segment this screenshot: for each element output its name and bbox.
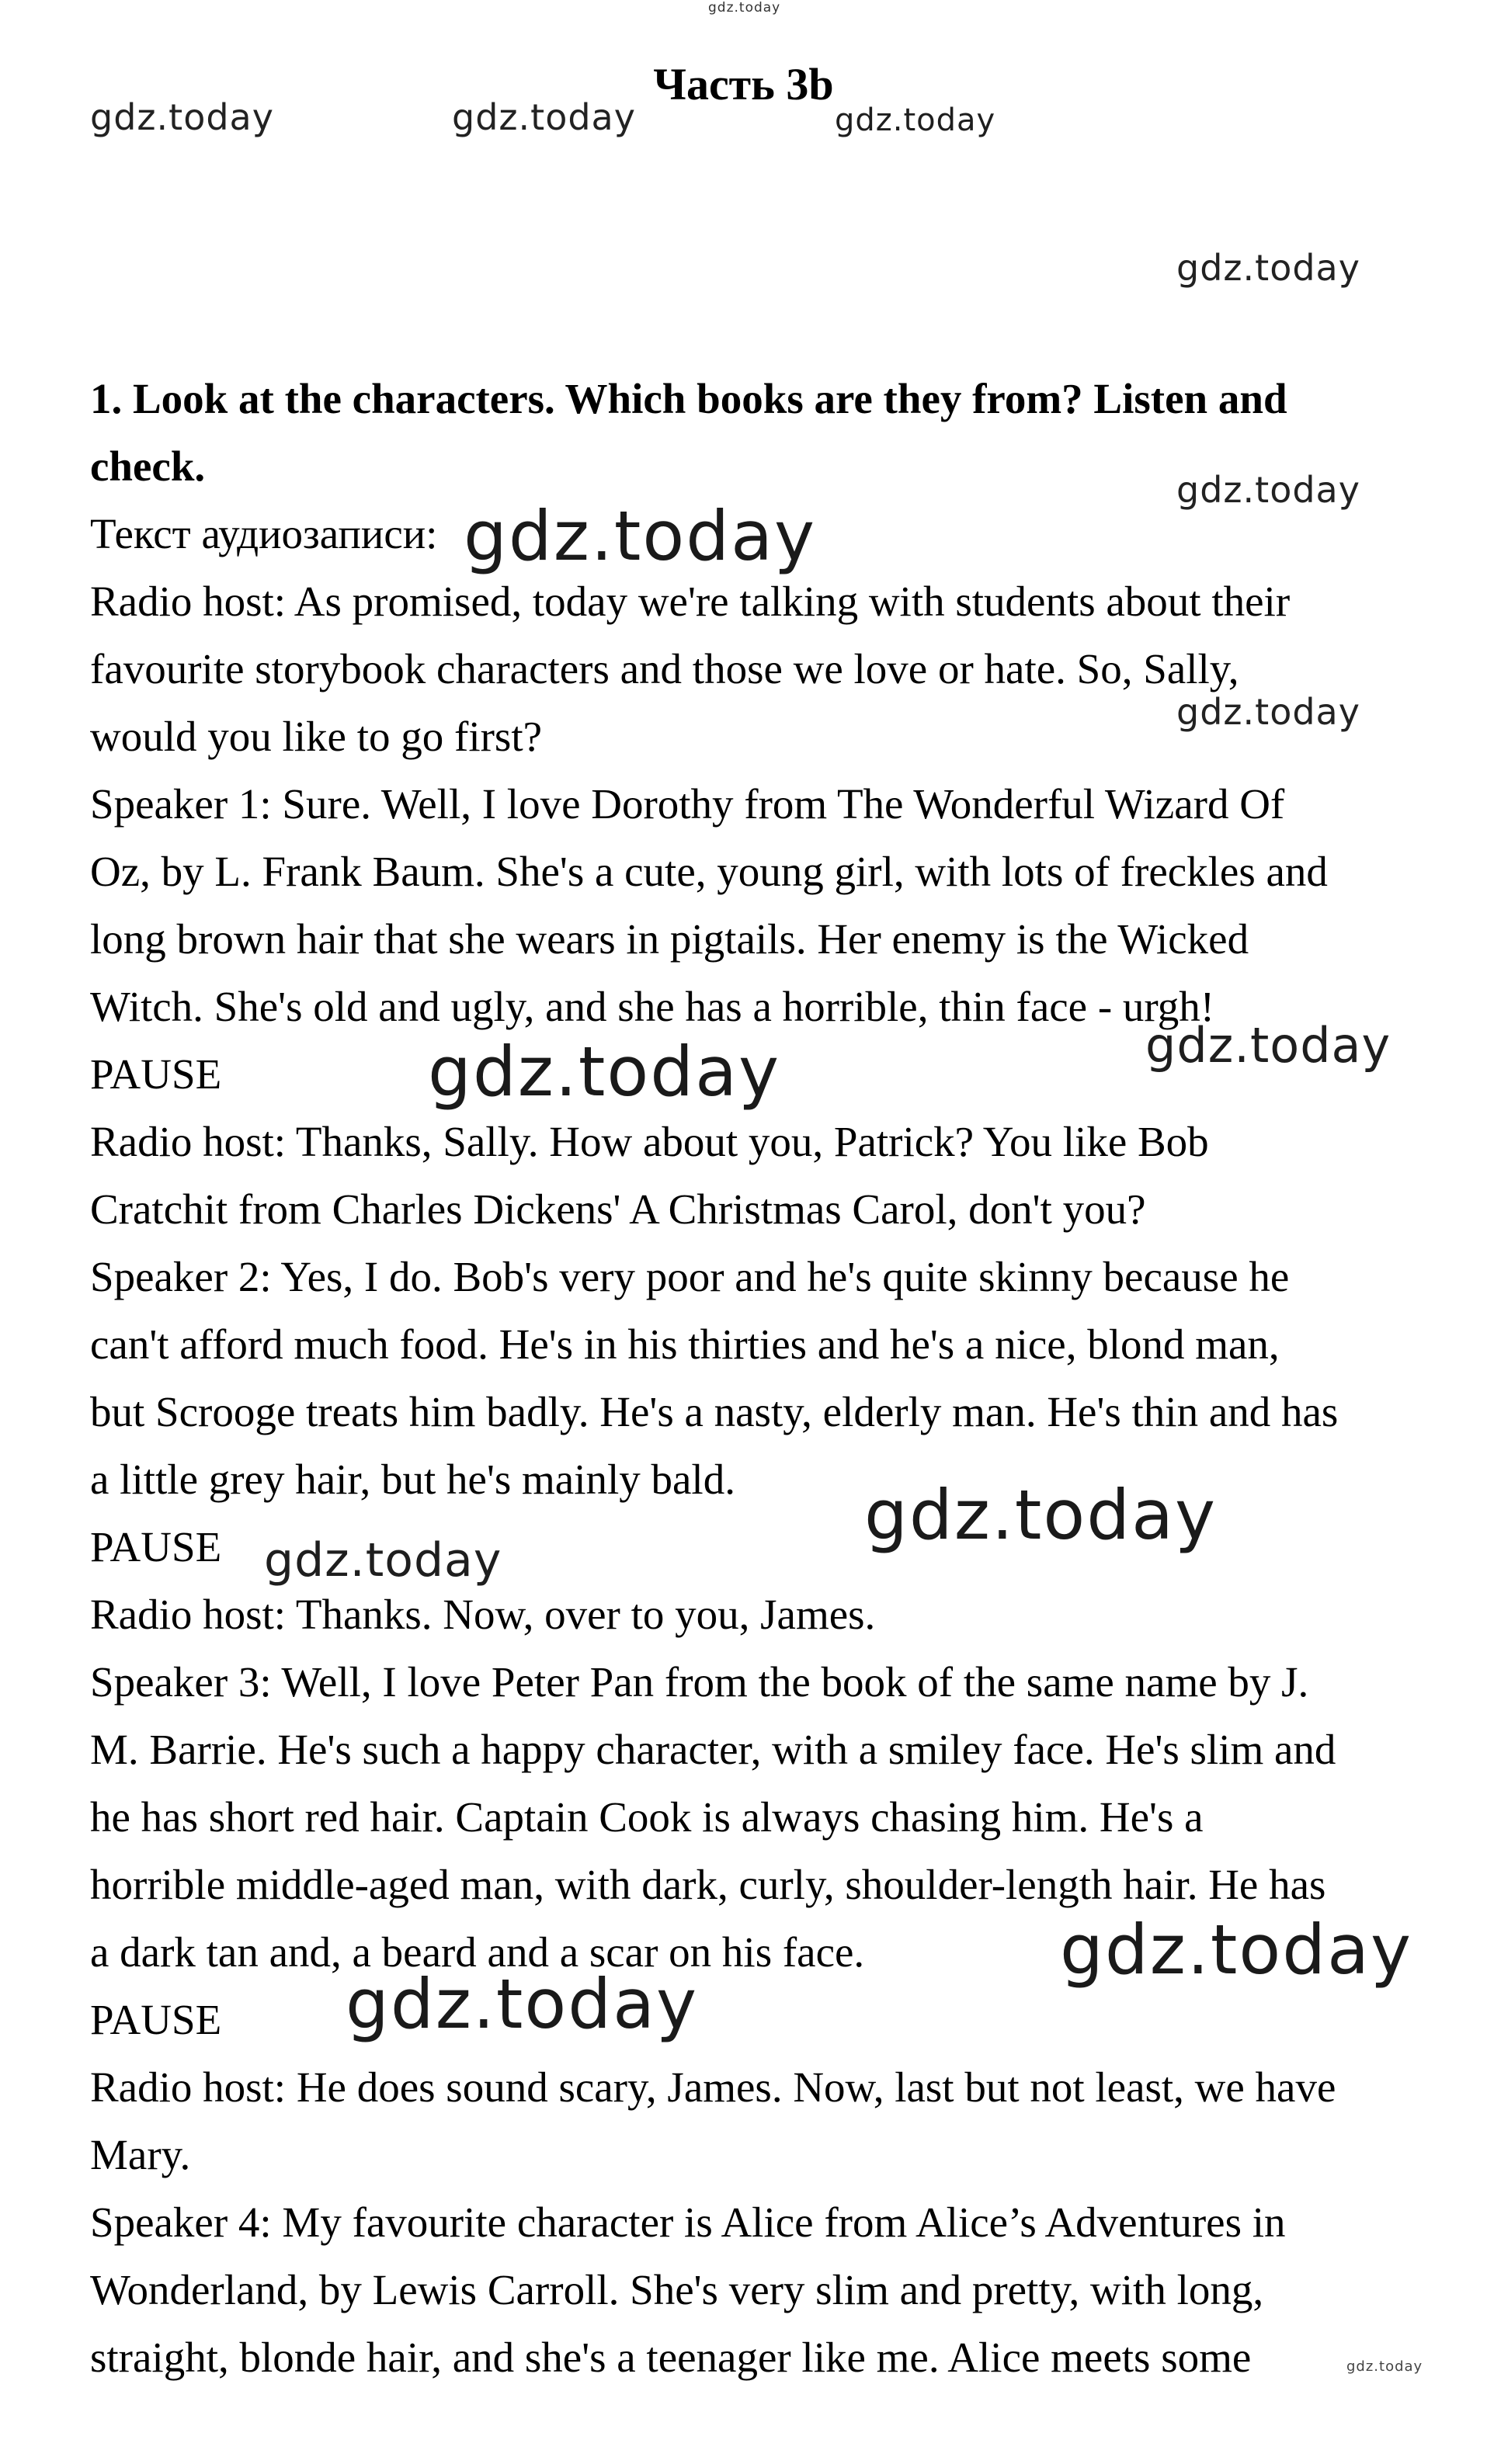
watermark-text: gdz.today bbox=[708, 0, 781, 16]
transcript-line: Oz, by L. Frank Baum. She's a cute, young girl, with lots of freckles and bbox=[90, 848, 1328, 895]
watermark-text: gdz.today bbox=[1176, 469, 1360, 511]
transcript-line: a dark tan and, a beard and a scar on his face. bbox=[90, 1928, 865, 1976]
watermark-text: gdz.today bbox=[1176, 247, 1360, 289]
watermark-text: gdz.today bbox=[1060, 1910, 1413, 1990]
pause-marker: PAUSE bbox=[90, 1050, 222, 1098]
transcript-line: Wonderland, by Lewis Carroll. She's very slim and pretty, with long, bbox=[90, 2266, 1264, 2313]
transcript-line: would you like to go first? bbox=[90, 713, 543, 760]
watermark-text: gdz.today bbox=[90, 96, 274, 138]
transcript-line: Cratchit from Charles Dickens' A Christmas Carol, don't you? bbox=[90, 1185, 1146, 1233]
watermark-text: gdz.today bbox=[1346, 2358, 1423, 2375]
watermark-text: gdz.today bbox=[835, 102, 996, 138]
transcript-line: Radio host: Thanks. Now, over to you, James. bbox=[90, 1591, 876, 1638]
page-title: Часть 3b bbox=[653, 59, 834, 109]
transcript-line: Witch. She's old and ugly, and she has a horrible, thin face - urgh! bbox=[90, 983, 1215, 1030]
transcript-line: Radio host: He does sound scary, James. Now, last but not least, we have bbox=[90, 2063, 1336, 2111]
transcript-line: long brown hair that she wears in pigtails. Her enemy is the Wicked bbox=[90, 915, 1249, 963]
audio-transcript-label: Текст аудиозаписи: bbox=[90, 510, 438, 557]
exercise-heading-line: 1. Look at the characters. Which books are they from? Listen and bbox=[90, 375, 1287, 422]
pause-marker: PAUSE bbox=[90, 1996, 222, 2043]
transcript-line: a little grey hair, but he's mainly bald. bbox=[90, 1456, 735, 1503]
transcript-line: can't afford much food. He's in his thirties and he's a nice, blond man, bbox=[90, 1320, 1280, 1368]
watermark-text: gdz.today bbox=[428, 1032, 781, 1112]
watermark-text: gdz.today bbox=[464, 496, 817, 576]
transcript-line: Speaker 2: Yes, I do. Bob's very poor and he's quite skinny because he bbox=[90, 1253, 1290, 1300]
watermark-text: gdz.today bbox=[1176, 691, 1360, 733]
transcript-line: he has short red hair. Captain Cook is always chasing him. He's a bbox=[90, 1793, 1204, 1841]
pause-marker: PAUSE bbox=[90, 1523, 222, 1570]
watermark-text: gdz.today bbox=[264, 1533, 502, 1588]
transcript-line: M. Barrie. He's such a happy character, with a smiley face. He's slim and bbox=[90, 1726, 1336, 1773]
document-body bbox=[90, 365, 1426, 2391]
transcript-line: favourite storybook characters and those we love or hate. So, Sally, bbox=[90, 645, 1239, 692]
transcript-line: straight, blonde hair, and she's a teenager like me. Alice meets some bbox=[90, 2334, 1252, 2381]
transcript-line: Radio host: Thanks, Sally. How about you, Patrick? You like Bob bbox=[90, 1118, 1209, 1165]
watermark-text: gdz.today bbox=[346, 1964, 699, 2044]
exercise-heading-line: check. bbox=[90, 442, 206, 490]
transcript-line: Mary. bbox=[90, 2131, 191, 2178]
transcript-line: horrible middle-aged man, with dark, curly, shoulder-length hair. He has bbox=[90, 1861, 1326, 1908]
watermark-text: gdz.today bbox=[1145, 1017, 1391, 1074]
watermark-text: gdz.today bbox=[452, 96, 636, 138]
transcript-line: Speaker 3: Well, I love Peter Pan from the book of the same name by J. bbox=[90, 1658, 1309, 1706]
transcript-line: Speaker 4: My favourite character is Alice from Alice’s Adventures in bbox=[90, 2199, 1286, 2246]
transcript-line: but Scrooge treats him badly. He's a nasty, elderly man. He's thin and has bbox=[90, 1388, 1339, 1435]
transcript-line: Speaker 1: Sure. Well, I love Dorothy from The Wonderful Wizard Of bbox=[90, 780, 1285, 828]
transcript-line: Radio host: As promised, today we're talking with students about their bbox=[90, 578, 1291, 625]
watermark-text: gdz.today bbox=[864, 1475, 1218, 1555]
